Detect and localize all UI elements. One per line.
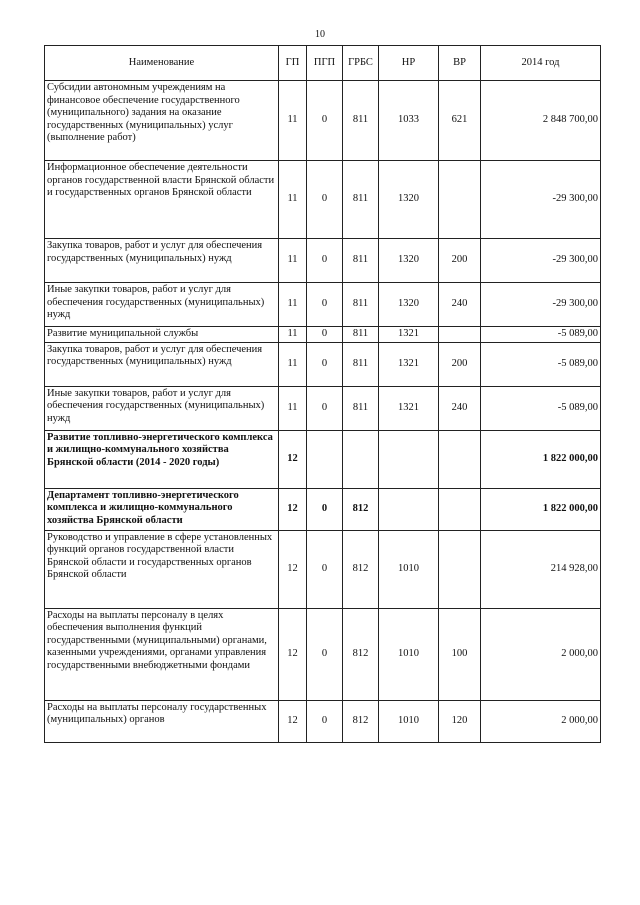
page-number: 10: [315, 29, 325, 40]
cell-pgp: 0: [307, 81, 343, 161]
cell-grbs: 811: [343, 239, 379, 283]
cell-grbs: 811: [343, 342, 379, 386]
cell-gp: 12: [279, 488, 307, 530]
cell-gp: 11: [279, 161, 307, 239]
header-gp: ГП: [279, 46, 307, 81]
cell-gp: 11: [279, 342, 307, 386]
table-row: [45, 161, 601, 239]
cell-gp: 12: [279, 608, 307, 700]
cell-amount: 2 000,00: [481, 700, 601, 742]
cell-pgp: 0: [307, 386, 343, 430]
table-row: [45, 700, 601, 742]
table-row: [45, 488, 601, 530]
cell-nr: 1321: [379, 386, 439, 430]
cell-pgp: 0: [307, 342, 343, 386]
cell-amount: -29 300,00: [481, 239, 601, 283]
cell-pgp: 0: [307, 488, 343, 530]
cell-name: Расходы на выплаты персоналу в целях обеспечения выполнения функций государственными (муниципальными) органами, казенными учреждениями, органами управления государственными внебюджетными фондами: [45, 608, 279, 700]
cell-name: Субсидии автономным учреждениям на финансовое обеспечение государственного (муниципального) задания на оказание государственных (муниципальных) услуг (выполнение работ): [45, 81, 279, 161]
cell-gp: 11: [279, 81, 307, 161]
cell-grbs: 811: [343, 283, 379, 327]
cell-vr: 240: [439, 283, 481, 327]
header-nr: НР: [379, 46, 439, 81]
header-name: Наименование: [45, 46, 279, 81]
cell-pgp: 0: [307, 239, 343, 283]
cell-vr: [439, 430, 481, 488]
cell-amount: 1 822 000,00: [481, 430, 601, 488]
cell-grbs: 811: [343, 161, 379, 239]
cell-grbs: 811: [343, 327, 379, 343]
cell-amount: -29 300,00: [481, 161, 601, 239]
header-grbs: ГРБС: [343, 46, 379, 81]
cell-pgp: 0: [307, 327, 343, 343]
cell-pgp: 0: [307, 530, 343, 608]
cell-grbs: 812: [343, 530, 379, 608]
cell-grbs: [343, 430, 379, 488]
cell-vr: 200: [439, 239, 481, 283]
cell-amount: 2 848 700,00: [481, 81, 601, 161]
cell-amount: -5 089,00: [481, 342, 601, 386]
cell-name: Иные закупки товаров, работ и услуг для обеспечения государственных (муниципальных) нужд: [45, 283, 279, 327]
cell-nr: 1321: [379, 342, 439, 386]
cell-nr: 1033: [379, 81, 439, 161]
cell-pgp: 0: [307, 700, 343, 742]
cell-name: Департамент топливно-энергетического комплекса и жилищно-коммунального хозяйства Брянской области: [45, 488, 279, 530]
cell-vr: [439, 488, 481, 530]
cell-gp: 11: [279, 386, 307, 430]
cell-vr: 120: [439, 700, 481, 742]
cell-name: Закупка товаров, работ и услуг для обеспечения государственных (муниципальных) нужд: [45, 342, 279, 386]
cell-pgp: 0: [307, 608, 343, 700]
header-vr: ВР: [439, 46, 481, 81]
cell-grbs: 812: [343, 488, 379, 530]
cell-name: Иные закупки товаров, работ и услуг для обеспечения государственных (муниципальных) нужд: [45, 386, 279, 430]
cell-amount: 1 822 000,00: [481, 488, 601, 530]
cell-vr: [439, 161, 481, 239]
budget-table: [44, 45, 601, 743]
cell-pgp: [307, 430, 343, 488]
cell-nr: 1320: [379, 283, 439, 327]
cell-name: Закупка товаров, работ и услуг для обеспечения государственных (муниципальных) нужд: [45, 239, 279, 283]
header-pgp: ПГП: [307, 46, 343, 81]
cell-nr: 1320: [379, 161, 439, 239]
cell-vr: 100: [439, 608, 481, 700]
cell-grbs: 812: [343, 700, 379, 742]
cell-name: Развитие топливно-энергетического комплекса и жилищно-коммунального хозяйства Брянской области (2014 - 2020 годы): [45, 430, 279, 488]
cell-nr: 1320: [379, 239, 439, 283]
cell-gp: 11: [279, 239, 307, 283]
cell-nr: [379, 488, 439, 530]
cell-name: Расходы на выплаты персоналу государственных (муниципальных) органов: [45, 700, 279, 742]
cell-vr: [439, 327, 481, 343]
cell-nr: 1010: [379, 608, 439, 700]
cell-gp: 12: [279, 530, 307, 608]
header-year: 2014 год: [481, 46, 601, 81]
cell-amount: -29 300,00: [481, 283, 601, 327]
cell-amount: -5 089,00: [481, 327, 601, 343]
cell-vr: 240: [439, 386, 481, 430]
header-row: [45, 46, 601, 81]
table-row: [45, 530, 601, 608]
cell-nr: [379, 430, 439, 488]
cell-pgp: 0: [307, 161, 343, 239]
cell-amount: -5 089,00: [481, 386, 601, 430]
cell-gp: 12: [279, 430, 307, 488]
table-row: [45, 608, 601, 700]
table-row: [45, 239, 601, 283]
table-row: [45, 386, 601, 430]
cell-vr: [439, 530, 481, 608]
cell-amount: 2 000,00: [481, 608, 601, 700]
cell-name: Руководство и управление в сфере установленных функций органов государственной власти Брянской области и государственных органов Брянской области: [45, 530, 279, 608]
cell-amount: 214 928,00: [481, 530, 601, 608]
cell-nr: 1321: [379, 327, 439, 343]
table-row: [45, 81, 601, 161]
table-row: [45, 283, 601, 327]
cell-gp: 11: [279, 283, 307, 327]
cell-name: Информационное обеспечение деятельности органов государственной власти Брянской области и государственных органов Брянской области: [45, 161, 279, 239]
cell-nr: 1010: [379, 530, 439, 608]
cell-gp: 11: [279, 327, 307, 343]
cell-gp: 12: [279, 700, 307, 742]
cell-nr: 1010: [379, 700, 439, 742]
cell-grbs: 811: [343, 386, 379, 430]
cell-vr: 200: [439, 342, 481, 386]
cell-name: Развитие муниципальной службы: [45, 327, 279, 343]
table-row: [45, 327, 601, 343]
cell-vr: 621: [439, 81, 481, 161]
table-row: [45, 342, 601, 386]
cell-pgp: 0: [307, 283, 343, 327]
cell-grbs: 811: [343, 81, 379, 161]
cell-grbs: 812: [343, 608, 379, 700]
table-row: [45, 430, 601, 488]
